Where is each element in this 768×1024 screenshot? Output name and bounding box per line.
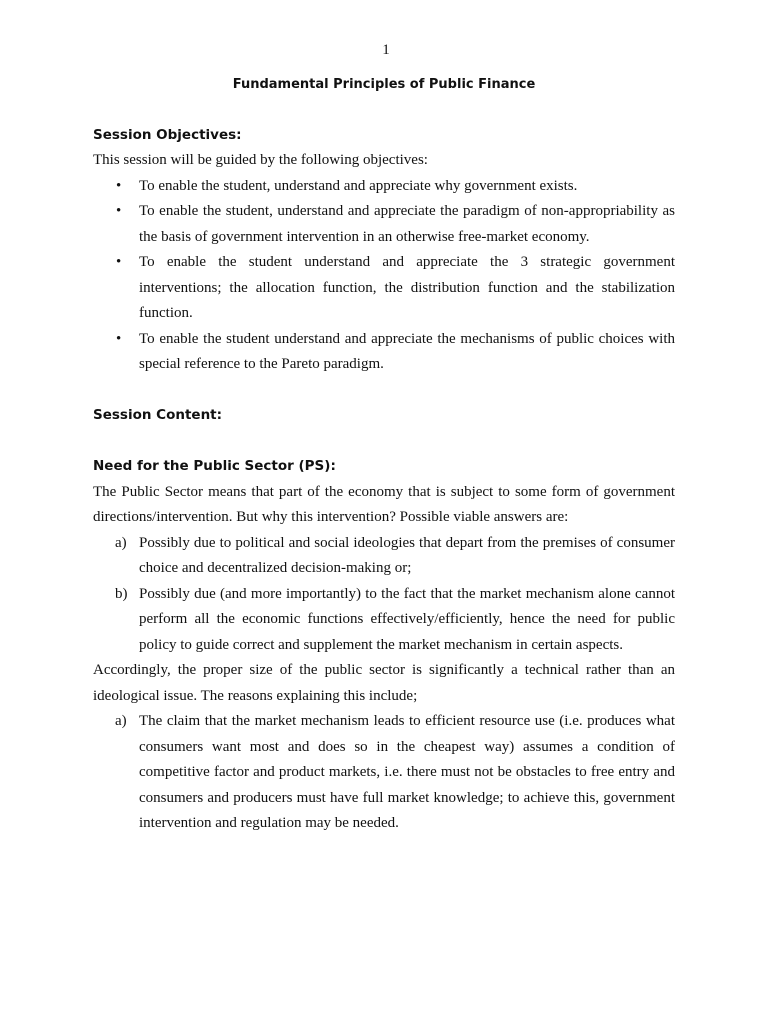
list-item [93,327,675,378]
document-title: Fundamental Principles of Public Finance [232,77,536,92]
list-item [93,531,675,582]
spacer [93,378,675,404]
need-public-sector-heading: Need for the Public Sector (PS): [93,458,336,474]
list-item [93,174,675,200]
list-item-text: To enable the student understand and appreciate the mechanisms of public choices with special reference to the Pareto paradigm. [139,330,675,372]
need-list-2 [93,709,675,837]
list-item-text: Possibly due to political and social ideologies that depart from the premises of consumer choice and decentralized decision-making or; [139,534,675,576]
list-item-text: Possibly due (and more importantly) to the fact that the market mechanism alone cannot perform all the economic functions effectively/efficiently, hence the need for public policy to guide correct and supplement the market mechanism in certain aspects. [139,585,675,653]
list-marker: a) [115,534,127,551]
bullet-icon: • [116,177,122,194]
list-item [93,709,675,837]
list-item-text: The claim that the market mechanism leads to efficient resource use (i.e. produces what consumers want most and does so in the cheapest way) assumes a condition of competitive factor and product markets, i.e. there must not be obstacles to free entry and consumers and producers must have full market knowledge; to achieve this, government intervention and regulation may be needed. [139,713,675,831]
list-marker: a) [115,713,127,729]
need-paragraph-1: The Public Sector means that part of the economy that is subject to some form of government directions/intervention. But why this intervention? Possible viable answers are: [93,483,675,525]
list-item-text: To enable the student, understand and appreciate the paradigm of non-appropriability as the basis of government intervention in an otherwise free-market economy. [139,203,675,245]
need-list-1 [93,531,675,659]
page-number: 1 [382,42,390,58]
bullet-icon: • [116,254,122,270]
bullet-icon: • [116,203,122,219]
need-paragraph-2: Accordingly, the proper size of the public sector is significantly a technical rather than an ideological issue. The reasons explaining this include; [93,662,675,704]
bullet-icon: • [116,330,122,347]
objectives-intro: This session will be guided by the following objectives: [93,152,428,168]
spacer [93,97,675,123]
list-item [93,582,675,659]
list-item-text: To enable the student understand and appreciate the 3 strategic government interventions; the allocation function, the distribution function and the stabilization function. [139,254,675,321]
list-item-text: To enable the student, understand and appreciate why government exists. [139,177,578,194]
list-marker: b) [115,585,128,602]
list-item [93,199,675,250]
session-content-heading: Session Content: [93,407,223,423]
objectives-list [93,174,675,378]
document-page [93,40,675,837]
spacer [93,429,675,455]
session-objectives-heading: Session Objectives: [93,126,242,143]
list-item [93,250,675,327]
